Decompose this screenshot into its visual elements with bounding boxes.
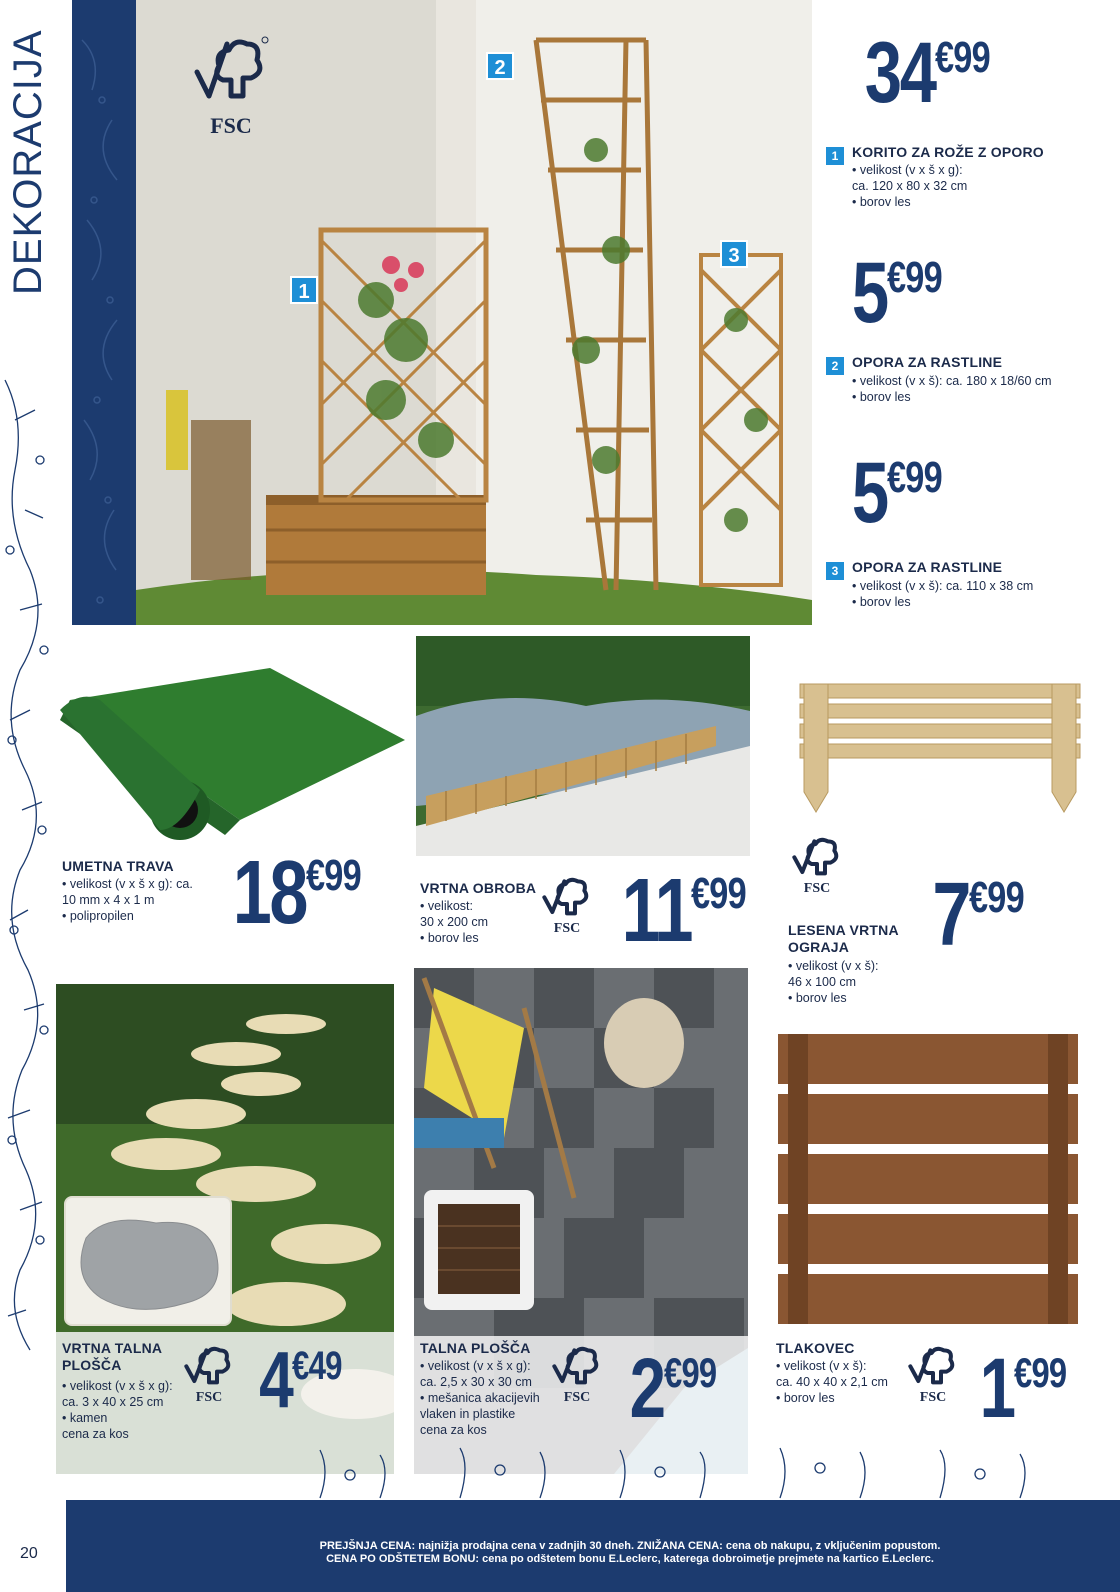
price-product-9 (970, 1341, 1081, 1435)
price-product-5 (602, 861, 762, 961)
product-desc-9: • velikost (v x š): ca. 40 x 40 x 2,1 cm • borov les (776, 1359, 888, 1405)
fsc-label: FSC (803, 881, 831, 896)
fsc-label: FSC (195, 1390, 223, 1405)
product-title-3: OPORA ZA RASTLINE (852, 559, 1003, 575)
price-product-8 (620, 1341, 731, 1435)
price-decimal: €99 (663, 1349, 717, 1396)
fsc-tree-icon (906, 1345, 960, 1385)
price-product-3 (842, 445, 957, 541)
price-decimal: €99 (1013, 1349, 1067, 1396)
artificial-grass-image (60, 660, 410, 850)
product-desc-3: • velikost (v x š): ca. 110 x 38 cm • borov les (852, 579, 1034, 609)
floral-decoration (0, 360, 62, 1360)
fsc-logo-edging (536, 876, 598, 937)
product-title-1: KORITO ZA ROŽE Z OPORO (852, 144, 1044, 160)
product-badge-2: 2 (486, 52, 514, 80)
footer-decoration (300, 1440, 1060, 1500)
product-title-9: TLAKOVEC (776, 1340, 855, 1356)
stone-inset-image (64, 1196, 232, 1326)
product-title-4: UMETNA TRAVA (62, 858, 174, 874)
fsc-tree-icon (191, 30, 271, 108)
fsc-label: FSC (919, 1390, 947, 1405)
price-integer: 5 (851, 245, 887, 341)
product-desc-7: • velikost (v x š x g): ca. 3 x 40 x 25 cm • kamen cena za kos (62, 1379, 173, 1441)
price-decimal: €99 (886, 453, 942, 502)
price-decimal: €49 (291, 1344, 342, 1388)
fsc-label: FSC (563, 1390, 591, 1405)
footer-legal-text (250, 1540, 1010, 1566)
garden-edging-photo (416, 636, 750, 856)
footer-line-1: PREJŠNJA CENA: najnižja prodajna cena v zadnjih 30 dneh. ZNIŽANA CENA: cena ob nakupu, z vključenim popustom. (319, 1540, 941, 1552)
price-decimal: €99 (691, 869, 747, 918)
section-title: DEKORACIJA (6, 29, 50, 295)
price-decimal: €99 (934, 33, 990, 82)
fsc-tree-icon (540, 876, 594, 916)
product-title-7: VRTNA TALNA PLOŠČA (62, 1340, 162, 1373)
product-desc-5: • velikost: 30 x 200 cm • borov les (420, 899, 489, 945)
fsc-label: FSC (553, 921, 581, 936)
product-number-2: 2 (826, 357, 844, 375)
price-integer: 2 (629, 1341, 664, 1435)
price-product-6 (922, 865, 1039, 965)
price-decimal: €99 (969, 873, 1024, 922)
fsc-tree-icon (182, 1345, 236, 1385)
product-desc-8: • velikost (v x š x g): ca. 2,5 x 30 x 30 cm • mešanica akacijevih vlaken in plastike cena za kos (420, 1359, 540, 1437)
price-integer: 4 (259, 1335, 292, 1424)
product-desc-2: • velikost (v x š): ca. 180 x 18/60 cm • borov les (852, 374, 1052, 404)
product-desc-1: • velikost (v x š x g): ca. 120 x 80 x 32 cm • borov les (852, 163, 968, 209)
fsc-tree-icon (550, 1345, 604, 1385)
fsc-logo-paver (902, 1345, 964, 1406)
price-integer: 7 (932, 865, 970, 965)
page-number: 20 (20, 1545, 38, 1562)
price-product-1 (845, 25, 1005, 121)
product-title-5: VRTNA OBROBA (420, 880, 537, 896)
product-desc-4: • velikost (v x š x g): ca. 10 mm x 4 x 1 m • polipropilen (62, 877, 193, 923)
price-integer: 18 (232, 843, 307, 943)
decorative-side-band (72, 0, 136, 625)
fsc-logo-deck (546, 1345, 608, 1406)
product-badge-3: 3 (720, 240, 748, 268)
product-title-2: OPORA ZA RASTLINE (852, 354, 1003, 370)
price-integer: 34 (864, 25, 935, 121)
price-integer: 11 (621, 861, 692, 961)
price-product-7 (250, 1335, 355, 1424)
price-decimal: €99 (886, 253, 942, 302)
product-badge-1: 1 (290, 276, 318, 304)
product-title-6: LESENA VRTNA OGRAJA (788, 922, 899, 955)
product-number-3: 3 (826, 562, 844, 580)
footer-line-2: CENA PO ODŠTETEM BONU: cena po odštetem bonu E.Leclerc, katerega dobroimetje prejmete na kartico E.Leclerc. (326, 1553, 934, 1565)
fsc-tree-icon (790, 836, 844, 876)
wooden-fence-image (790, 682, 1090, 822)
price-product-4 (212, 843, 377, 943)
fsc-logo-fence (786, 836, 848, 897)
wooden-paver-image (778, 1034, 1078, 1324)
product-number-1: 1 (826, 147, 844, 165)
fsc-label: FSC (210, 113, 252, 138)
fsc-logo-stone (178, 1345, 240, 1406)
price-integer: 5 (851, 445, 887, 541)
deck-tile-inset-image (424, 1190, 534, 1310)
price-integer: 1 (979, 1341, 1014, 1435)
price-decimal: €99 (306, 851, 362, 900)
fsc-logo-hero (186, 30, 276, 139)
product-title-8: TALNA PLOŠČA (420, 1340, 531, 1356)
price-product-2 (842, 245, 957, 341)
product-desc-6: • velikost (v x š): 46 x 100 cm • borov les (788, 959, 879, 1005)
